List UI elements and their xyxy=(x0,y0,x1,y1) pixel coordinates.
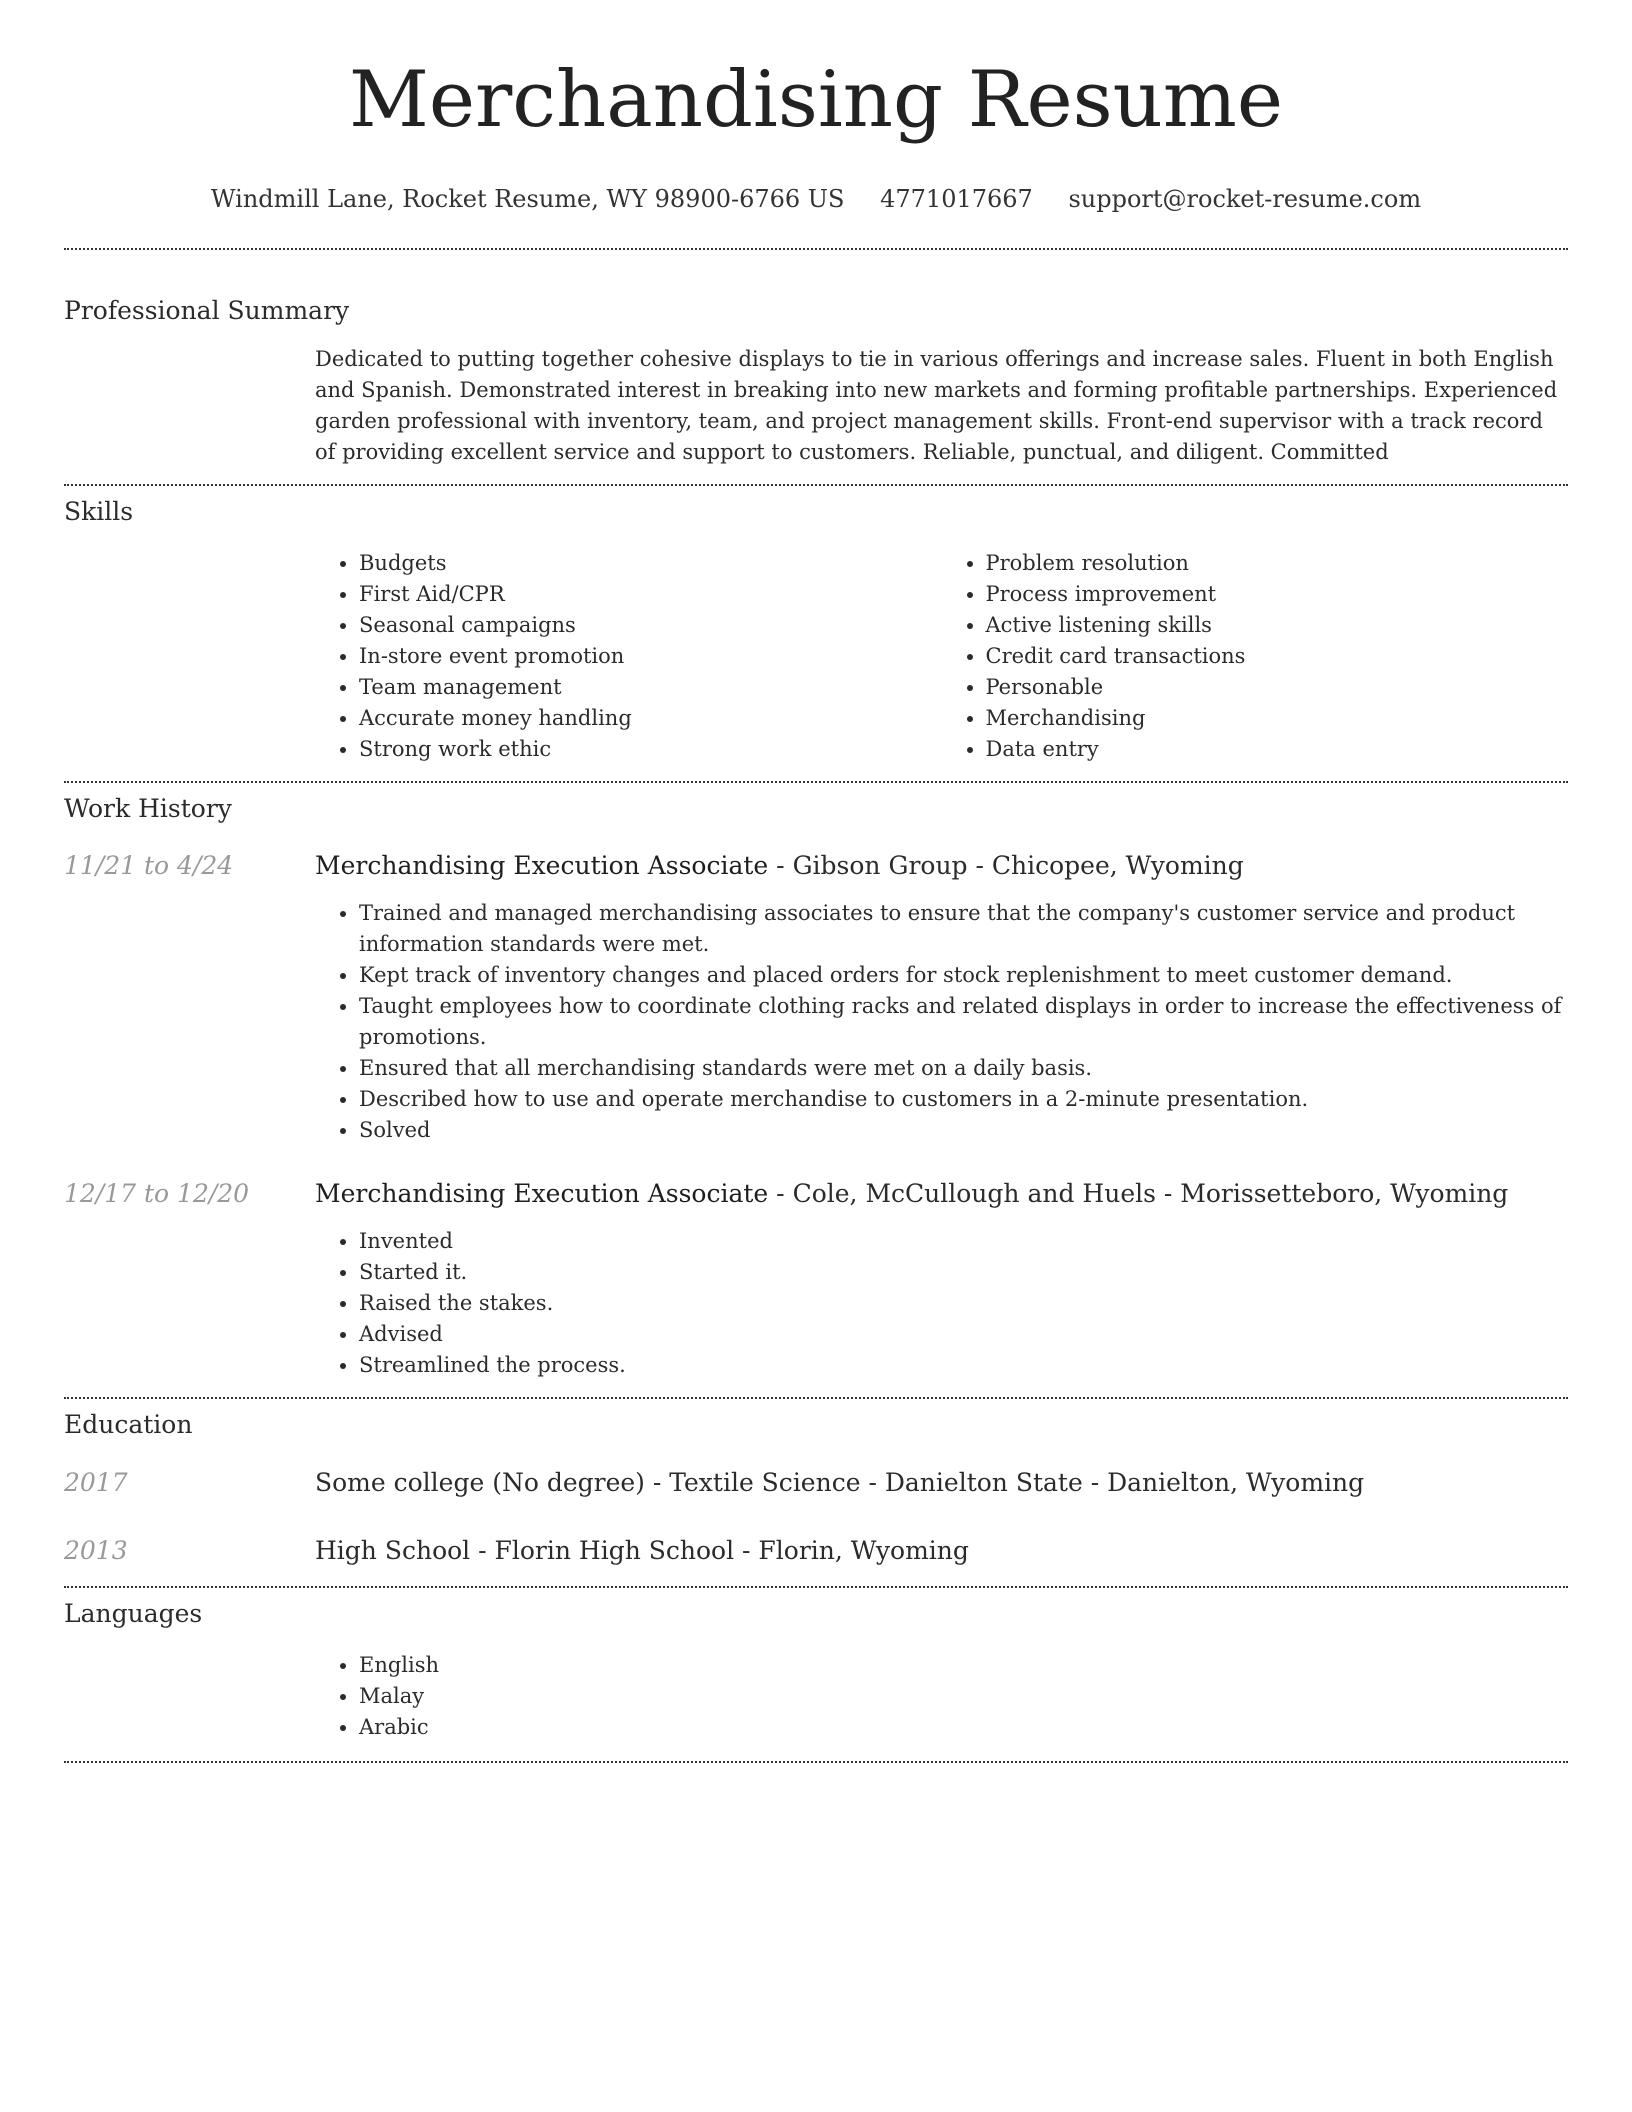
skills-grid xyxy=(315,548,1568,765)
education-school: - Florin High School - Florin, Wyoming xyxy=(470,1536,969,1565)
list-item: • Described how to use and operate merchandise to customers in a 2-minute presentation. xyxy=(359,1084,1568,1115)
list-item: • Credit card transactions xyxy=(986,641,1569,672)
job-date: 12/17 to 12/20 xyxy=(64,1179,250,1208)
education-section xyxy=(64,1399,1568,1568)
education-text xyxy=(315,1534,1568,1568)
list-item: • First Aid/CPR xyxy=(359,579,942,610)
education-text xyxy=(315,1466,1568,1500)
list-item: • Solved xyxy=(359,1115,1568,1146)
list-item: • English xyxy=(359,1650,1568,1681)
skills-list-right xyxy=(942,548,1569,765)
list-item: • Merchandising xyxy=(986,703,1569,734)
resume-page xyxy=(64,0,1568,1763)
list-item: • Seasonal campaigns xyxy=(359,610,942,641)
list-item: • Team management xyxy=(359,672,942,703)
skills-section xyxy=(64,486,1568,765)
list-item: • Strong work ethic xyxy=(359,734,942,765)
job-entry xyxy=(64,1177,1568,1381)
section-title-work: Work History xyxy=(64,794,232,823)
job-bullets xyxy=(315,898,1568,1146)
education-entry xyxy=(64,1534,1568,1568)
languages-section xyxy=(64,1588,1568,1743)
resume-title: Merchandising Resume xyxy=(348,55,1284,145)
education-school: - Danielton State - Danielton, Wyoming xyxy=(860,1468,1365,1497)
contact-address: Windmill Lane, Rocket Resume, WY 98900-6766 US xyxy=(210,185,845,213)
education-degree: Some college (No degree) xyxy=(315,1468,645,1497)
list-item: • Raised the stakes. xyxy=(359,1288,1568,1319)
contact-line xyxy=(64,184,1568,214)
job-position: Merchandising Execution Associate xyxy=(315,851,769,880)
job-date: 11/21 to 4/24 xyxy=(64,851,234,880)
list-item: • Started it. xyxy=(359,1257,1568,1288)
list-item: • Advised xyxy=(359,1319,1568,1350)
job-details: - Cole, McCullough and Huels - Morissetteboro, Wyoming xyxy=(768,1179,1509,1208)
divider xyxy=(64,1761,1568,1763)
section-title-education: Education xyxy=(64,1410,193,1439)
contact-email[interactable]: support@rocket-resume.com xyxy=(1068,185,1422,213)
list-item: • Problem resolution xyxy=(986,548,1569,579)
summary-text: Dedicated to putting together cohesive displays to tie in various offerings and increase sales. Fluent in both English and Spanish. Demonstrated interest in breaking into new markets and forming profitable partnerships. Experienced garden professional with inventory, team, and project management skills. Front-end supervisor with a track record of providing excellent service and support to customers. Reliable, punctual, and diligent. Committed xyxy=(315,347,1558,464)
job-position: Merchandising Execution Associate xyxy=(315,1179,769,1208)
list-item: • Kept track of inventory changes and placed orders for stock replenishment to meet customer demand. xyxy=(359,960,1568,991)
education-degree: High School xyxy=(315,1536,471,1565)
education-field: - Textile Science xyxy=(644,1468,861,1497)
list-item: • Malay xyxy=(359,1681,1568,1712)
job-details: - Gibson Group - Chicopee, Wyoming xyxy=(768,851,1244,880)
list-item: • Personable xyxy=(986,672,1569,703)
job-title xyxy=(315,849,1568,883)
education-entry xyxy=(64,1466,1568,1500)
education-date: 2013 xyxy=(64,1536,128,1565)
skills-list-left xyxy=(315,548,942,765)
work-section xyxy=(64,783,1568,1381)
job-bullets xyxy=(315,1226,1568,1381)
job-entry xyxy=(64,849,1568,1146)
section-title-languages: Languages xyxy=(64,1599,203,1628)
list-item: • Streamlined the process. xyxy=(359,1350,1568,1381)
list-item: • Budgets xyxy=(359,548,942,579)
list-item: • Invented xyxy=(359,1226,1568,1257)
section-title-skills: Skills xyxy=(64,497,134,526)
list-item: • Accurate money handling xyxy=(359,703,942,734)
list-item: • In-store event promotion xyxy=(359,641,942,672)
education-date: 2017 xyxy=(64,1468,128,1497)
contact-phone: 4771017667 xyxy=(880,185,1033,213)
list-item: • Data entry xyxy=(986,734,1569,765)
list-item: • Taught employees how to coordinate clothing racks and related displays in order to increase the effectiveness of promotions. xyxy=(359,991,1568,1053)
list-item: • Arabic xyxy=(359,1712,1568,1743)
list-item: • Process improvement xyxy=(986,579,1569,610)
job-title xyxy=(315,1177,1568,1211)
list-item: • Trained and managed merchandising associates to ensure that the company's customer service and product information standards were met. xyxy=(359,898,1568,960)
summary-section xyxy=(64,250,1568,468)
languages-list xyxy=(315,1650,1568,1743)
section-title-summary: Professional Summary xyxy=(64,296,350,325)
list-item: • Active listening skills xyxy=(986,610,1569,641)
list-item: • Ensured that all merchandising standards were met on a daily basis. xyxy=(359,1053,1568,1084)
